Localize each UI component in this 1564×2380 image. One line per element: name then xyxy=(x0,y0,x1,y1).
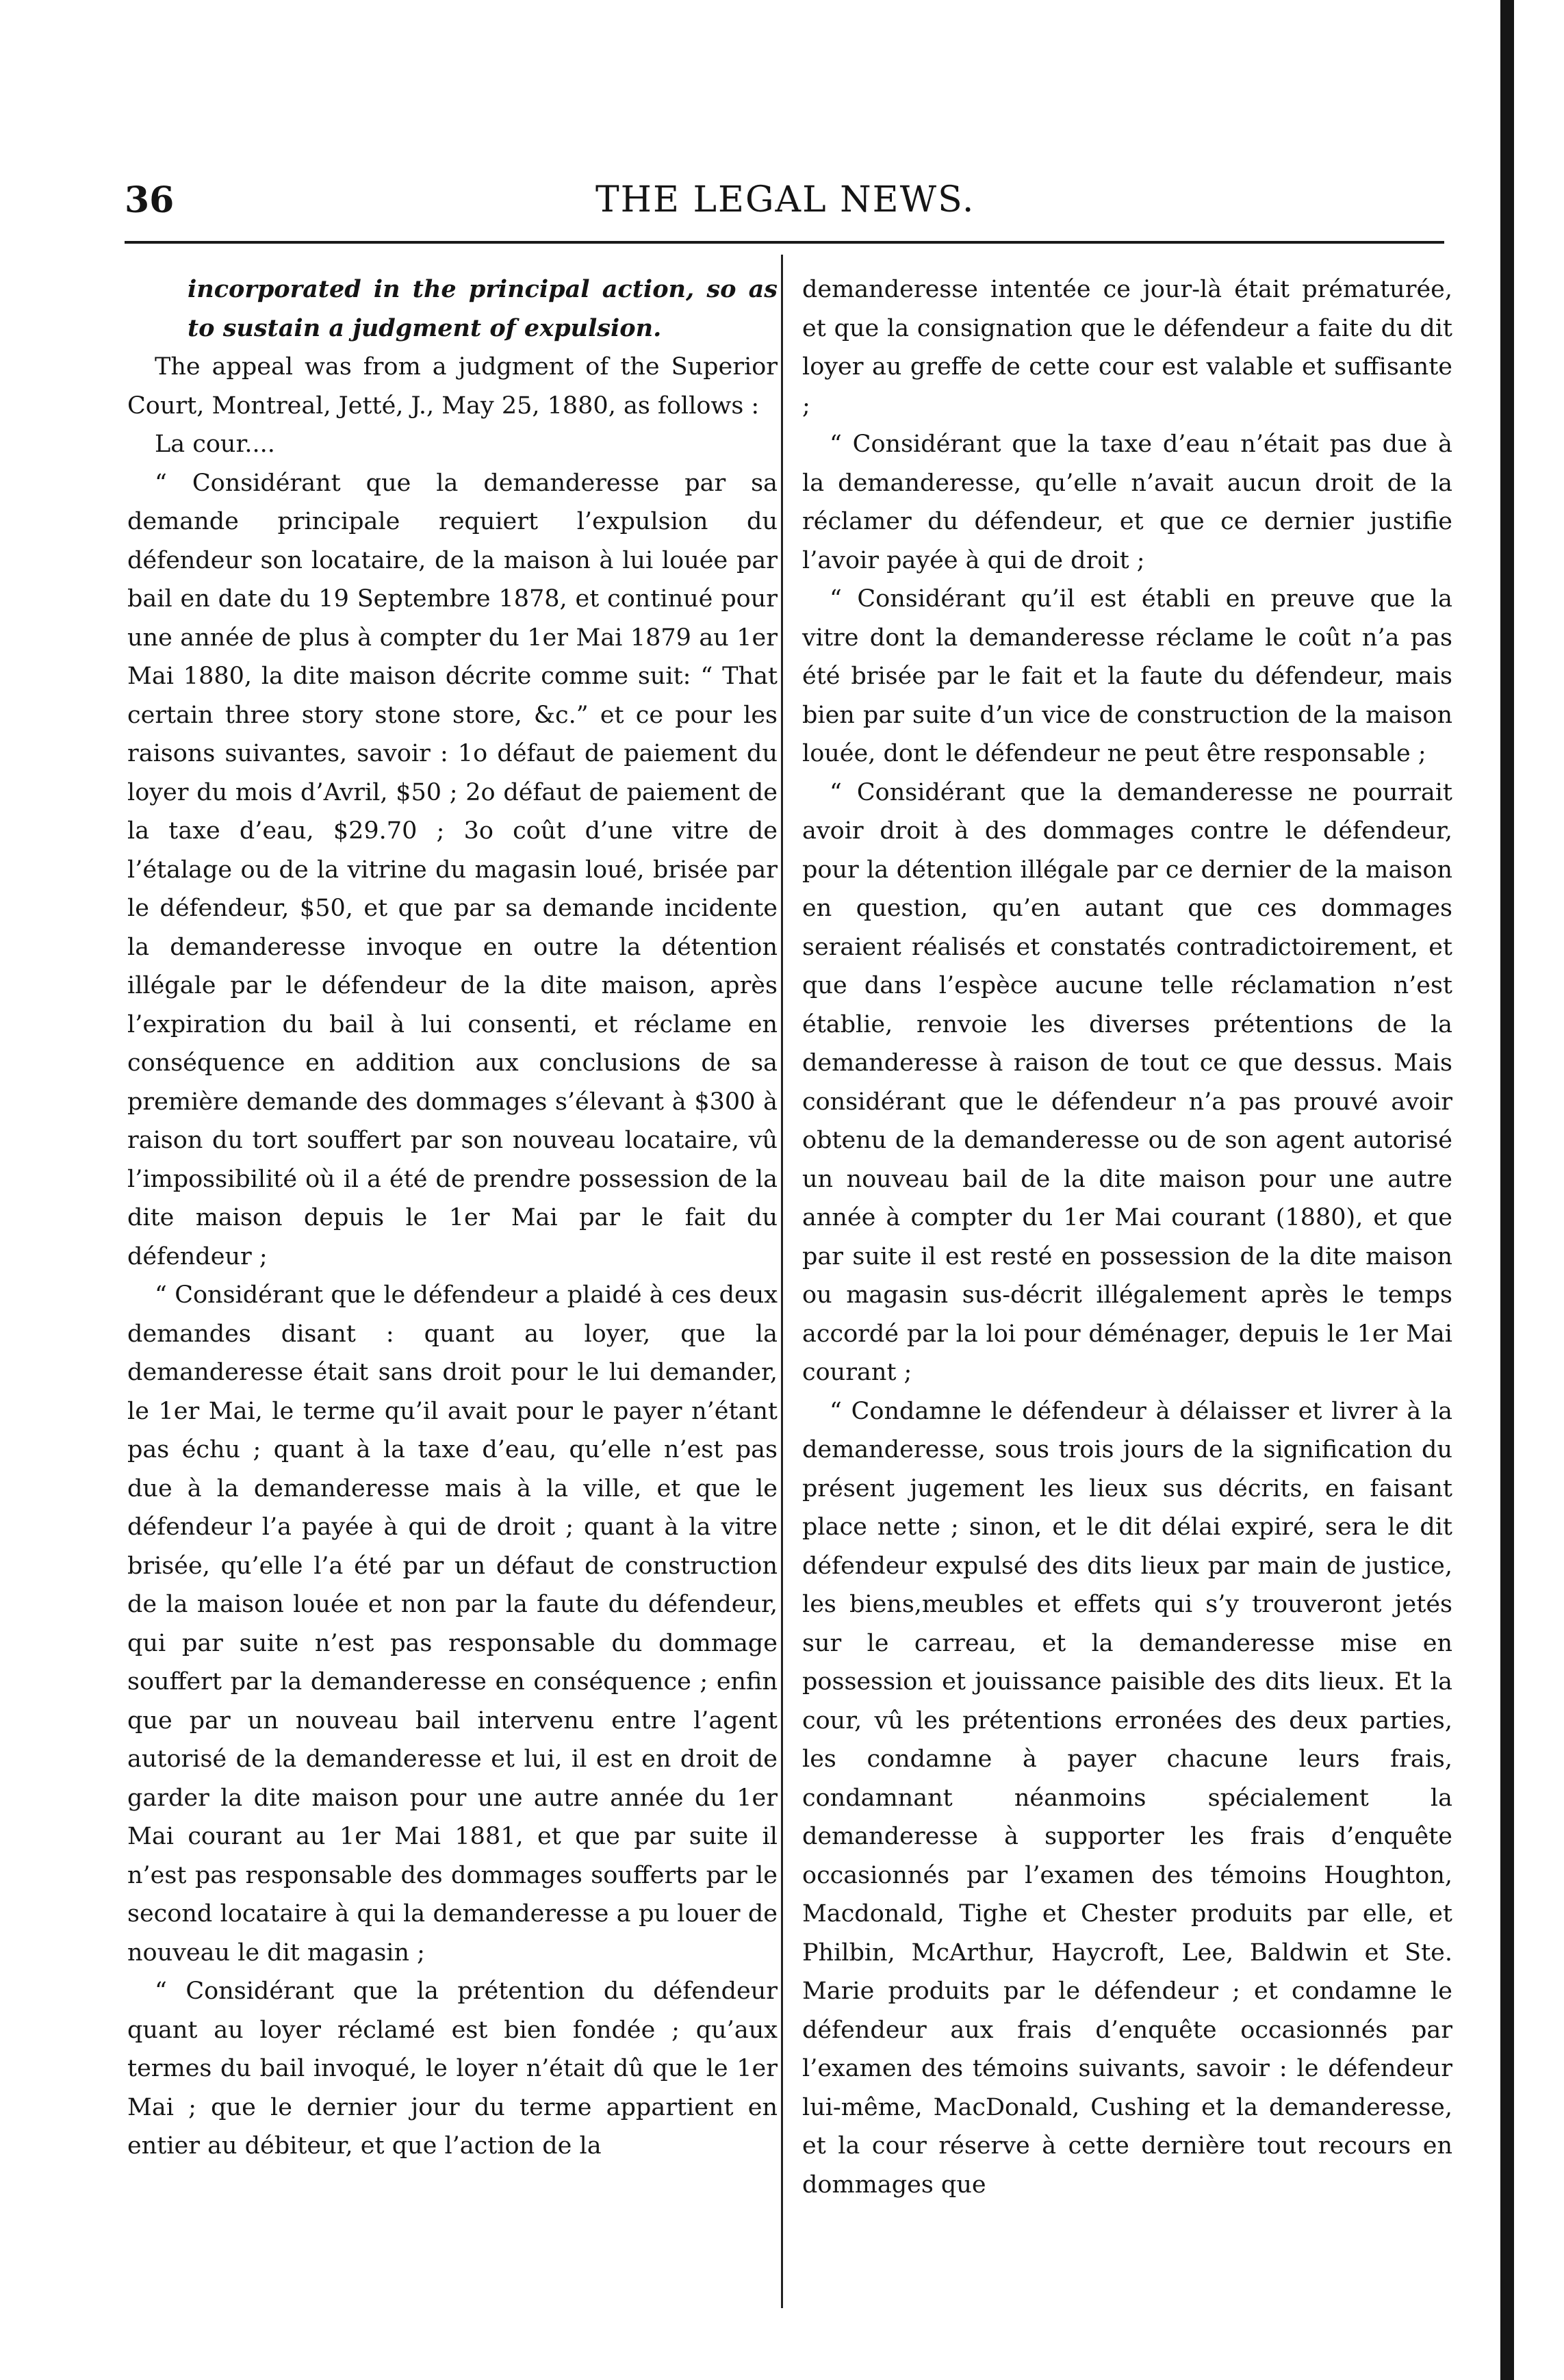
paragraph: “ Considérant que la demanderesse ne pourrait avoir droit à des dommages contre le défendeur, pour la détention illégale par ce dernier de la maison en question, qu’en autant que ces dommages seraient réalisés et constatés contradictoirement, et que dans l’espèce aucune telle réclamation n’est établie, renvoie les diverses prétentions de la demanderesse à raison de tout ce que dessus. Mais considérant que le défendeur n’a pas prouvé avoir obtenu de la demanderesse ou de son agent autorisé un nouveau bail de la dite maison pour une autre année à compter du 1er Mai courant (1880), et que par suite il est resté en possession de la dite maison ou magasin sus-décrit illégalement après le temps accordé par la loi pour déménager, depuis le 1er Mai courant ; xyxy=(802,778,1452,1386)
right-column xyxy=(802,270,1452,2204)
paragraph: The appeal was from a judgment of the Superior Court, Montreal, Jetté, J., May 25, 1880, as follows : xyxy=(127,353,778,420)
headnote-continuation: incorporated in the principal action, so as to sustain a judgment of expulsion. xyxy=(188,275,778,342)
page-number: 36 xyxy=(125,179,175,221)
paragraph: demanderesse intentée ce jour-là était prématurée, et que la consignation que le défendeur a faite du dit loyer au greffe de cette cour est valable et suffisante ; xyxy=(802,276,1452,420)
paragraph: “ Considérant que la demanderesse par sa demande principale requiert l’expulsion du défendeur son locataire, de la maison à lui louée par bail en date du 19 Septembre 1878, et continué pour une année de plus à compter du 1er Mai 1879 au 1er Mai 1880, la dite maison décrite comme suit: “ That certain three story stone store, &c.” et ce pour les raisons suivantes, savoir : 1o défaut de paiement du loyer du mois d’Avril, $50 ; 2o défaut de paiement de la taxe d’eau, $29.70 ; 3o coût d’une vitre de l’étalage ou de la vitrine du magasin loué, brisée par le défendeur, $50, et que par sa demande incidente la demanderesse invoque en outre la détention illégale par le défendeur de la dite maison, après l’expiration du bail à lui consenti, et réclame en conséquence en addition aux conclusions de sa première demande des dommages s’élevant à $300 à raison du tort souffert par son nouveau locataire, vû l’impossibilité où il a été de prendre possession de la dite maison depuis le 1er Mai par le fait du défendeur ; xyxy=(127,469,778,1270)
left-column xyxy=(127,270,778,2166)
column-divider xyxy=(781,255,783,2308)
running-head: THE LEGAL NEWS. xyxy=(595,179,975,220)
paragraph: “ Condamne le défendeur à délaisser et livrer à la demanderesse, sous trois jours de la signification du présent jugement les lieux sus décrits, en faisant place nette ; sinon, et le dit délai expiré, sera le dit défendeur expulsé des dits lieux par main de justice, les biens,meubles et effets qui s’y trouveront jetés sur le carreau, et la demanderesse mise en possession et jouissance paisible des dits lieux. Et la cour, vû les prétentions erronées des deux parties, les condamne à payer chacune leurs frais, condamnant néanmoins spécialement la demanderesse à supporter les frais d’enquête occasionnés par l’examen des témoins Houghton, Macdonald, Tighe et Chester produits par elle, et Philbin, McArthur, Haycroft, Lee, Baldwin et Ste. Marie produits par le défendeur ; et condamne le défendeur aux frais d’enquête occasionnés par l’examen des témoins suivants, savoir : le défendeur lui-même, MacDonald, Cushing et la demanderesse, et la cour réserve à cette dernière tout recours en dommages que xyxy=(802,1397,1452,2199)
paragraph: “ Considérant que le défendeur a plaidé à ces deux demandes disant : quant au loyer, que la demanderesse était sans droit pour le lui demander, le 1er Mai, le terme qu’il avait pour le payer n’étant pas échu ; quant à la taxe d’eau, qu’elle n’est pas due à la demanderesse mais à la ville, et que le défendeur l’a payée à qui de droit ; quant à la vitre brisée, qu’elle l’a été par un défaut de construction de la maison louée et non par la faute du défendeur, qui par suite n’est pas responsable du dommage souffert par la demanderesse en conséquence ; enfin que par un nouveau bail intervenu entre l’agent autorisé de la demanderesse et lui, il est en droit de garder la dite maison pour une autre année du 1er Mai courant au 1er Mai 1881, et que par suite il n’est pas responsable des dommages soufferts par le second locataire à qui la demanderesse a pu louer de nouveau le dit magasin ; xyxy=(127,1281,778,1967)
paragraph: “ Considérant qu’il est établi en preuve que la vitre dont la demanderesse réclame le coût n’a pas été brisée par le fait et la faute du défendeur, mais bien par suite d’un vice de construction de la maison louée, dont le défendeur ne peut être responsable ; xyxy=(802,585,1452,767)
header-rule xyxy=(125,241,1444,244)
page-edge-bar xyxy=(1500,0,1514,2380)
paragraph: “ Considérant que la taxe d’eau n’était pas due à la demanderesse, qu’elle n’avait aucun droit de la réclamer du défendeur, et que ce dernier justifie l’avoir payée à qui de droit ; xyxy=(802,431,1452,574)
paragraph: “ Considérant que la prétention du défendeur quant au loyer réclamé est bien fondée ; qu’aux termes du bail invoqué, le loyer n’était dû que le 1er Mai ; que le dernier jour du terme appartient en entier au débiteur, et que l’action de la xyxy=(127,1978,778,2160)
paragraph: La cour.... xyxy=(155,431,275,458)
